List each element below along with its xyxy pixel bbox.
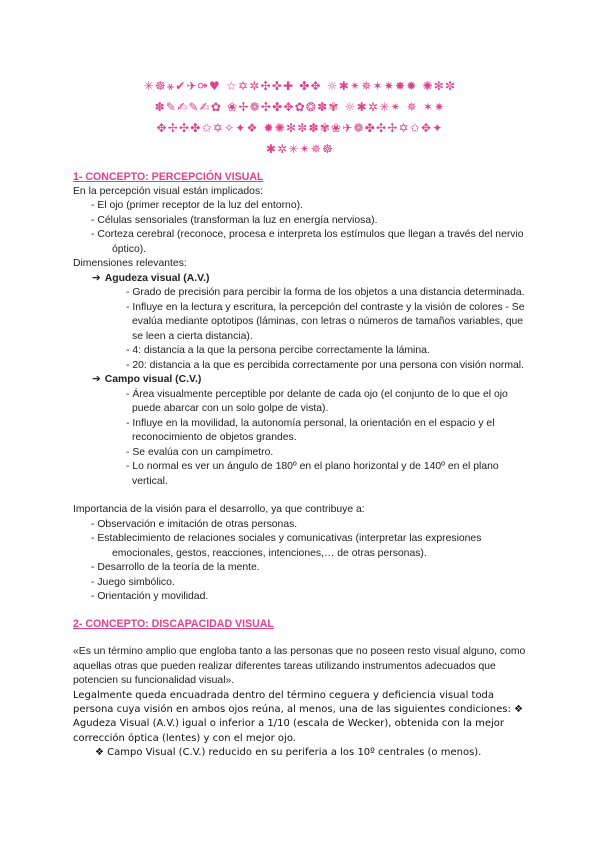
list-item: - Área visualmente perceptible por delante de cada ojo (el conjunto de lo que el ojo puede abarcar con un solo golpe de vista). [126, 388, 508, 414]
title-line: ✽︎✎︎✍︎✎︎✍︎✿︎ ❀︎✢︎❁︎✣︎✤︎✥︎✿︎❂︎✽︎✾︎ ☼✱︎✲︎✳︎✴︎ ✵︎ ✶︎✷︎ [154, 100, 446, 114]
definition-quote: «Es un término amplio que engloba tanto a las personas que no poseen resto visual alguno, como aquellas otras que pueden realizar diferentes tareas utilizando instrumentos adecuados que potencien su funcionalidad visual». [73, 646, 526, 686]
importance-label: Importancia de la visión para el desarrollo, ya que contribuye a: [73, 504, 365, 515]
list-item: - Influye en la movilidad, la autonomía personal, la orientación en el espacio y el reconocimiento de objetos grandes. [126, 417, 495, 443]
list-item: - Influye en la lectura y escritura, la percepción del contraste y la visión de colores - Se evalúa mediante optotipos (láminas, con letras o números de tamaños variables, que se leen a cierta distancia). [126, 301, 525, 342]
agudeza-heading [92, 272, 533, 287]
dimensions-label: Dimensiones relevantes: [73, 258, 187, 269]
section-2-heading: 2- CONCEPTO: DISCAPACIDAD VISUAL [73, 617, 274, 630]
perception-components-list [73, 199, 533, 257]
campo-heading [92, 373, 533, 388]
list-item: - Corteza cerebral (reconoce, procesa e interpreta los estímulos que llegan a través del nervio óptico). [91, 229, 524, 255]
list-item: - El ojo (primer receptor de la luz del entorno). [91, 200, 303, 211]
arrow-right-icon: ➔ [92, 272, 101, 284]
legal-definition: Legalmente queda encuadrada dentro del término ceguera y deficiencia visual toda persona cuya visión en ambos ojos reúna, al menos, una de las siguientes condiciones: ❖ Agudeza Visual (A.V.) igual o inferior a 1/10 (escala de Wecker), obtenida con la mejor corrección óptica (lentes) y con el mejor ojo. [73, 689, 524, 744]
list-item: - Observación e imitación de otras personas. [91, 518, 298, 530]
list-item: - Se evalúa con un campímetro. [126, 446, 274, 458]
campo-block [73, 373, 533, 489]
list-item: - Lo normal es ver un ángulo de 180º en el plano horizontal y de 140º en el plano vertical. [126, 461, 499, 487]
section-1-intro: En la percepción visual están implicados: [73, 185, 264, 197]
list-item: - Juego simbólico. [91, 576, 175, 588]
campo-label: Campo visual (C.V.) [104, 374, 202, 385]
importance-list [73, 518, 533, 605]
campo-list [92, 388, 533, 490]
agudeza-label: Agudeza visual (A.V.) [104, 272, 210, 284]
legal-condition-item: ❖ Campo Visual (C.V.) reducido en su periferia a los 10º centrales (o menos). [95, 747, 482, 759]
list-item: - Establecimiento de relaciones sociales y comunicativas (interpretar las expresiones emocionales, gestos, reacciones, intenciones,… de otras personas). [91, 533, 482, 559]
agudeza-list [92, 286, 533, 373]
title-line: ✱︎✲︎✳︎✴︎✵︎☸︎ [265, 142, 335, 156]
section-1-heading: 1- CONCEPTO: PERCEPCIÓN VISUAL [73, 171, 264, 183]
list-item: - 4: distancia a la que la persona percibe correctamente la lámina. [126, 345, 430, 356]
title-line: ✳︎☸︎⚹︎✔︎✈︎⚩︎♥︎ ☆✡︎✲︎✣︎✜︎✚︎ ✤︎✥︎ ☼✱︎✴︎✵︎✶︎✷︎✸︎✹︎ ✺︎✻︎✼︎ [143, 79, 457, 93]
list-item: - 20: distancia a la que es percibida correctamente por una persona con visión normal. [126, 359, 524, 371]
list-item: - Grado de precisión para percibir la forma de los objetos a una distancia determinada. [126, 287, 525, 298]
agudeza-block [73, 272, 533, 374]
list-item: - Células sensoriales (transforman la luz en energía nerviosa). [91, 214, 378, 226]
list-item: - Orientación y movilidad. [91, 591, 209, 602]
list-item: - Desarrollo de la teoría de la mente. [91, 562, 260, 573]
arrow-right-icon: ➔ [92, 374, 101, 385]
decorative-title [80, 76, 520, 160]
document-body [73, 170, 533, 761]
title-line: ✥︎✢︎✣︎✤︎✩︎✡︎✧︎✦︎❖︎ ✹︎✺︎✻︎✼︎✽︎✾︎❀︎✈︎❁︎✤︎✣︎✢︎✡︎✩︎✥︎✦︎ [156, 121, 444, 135]
